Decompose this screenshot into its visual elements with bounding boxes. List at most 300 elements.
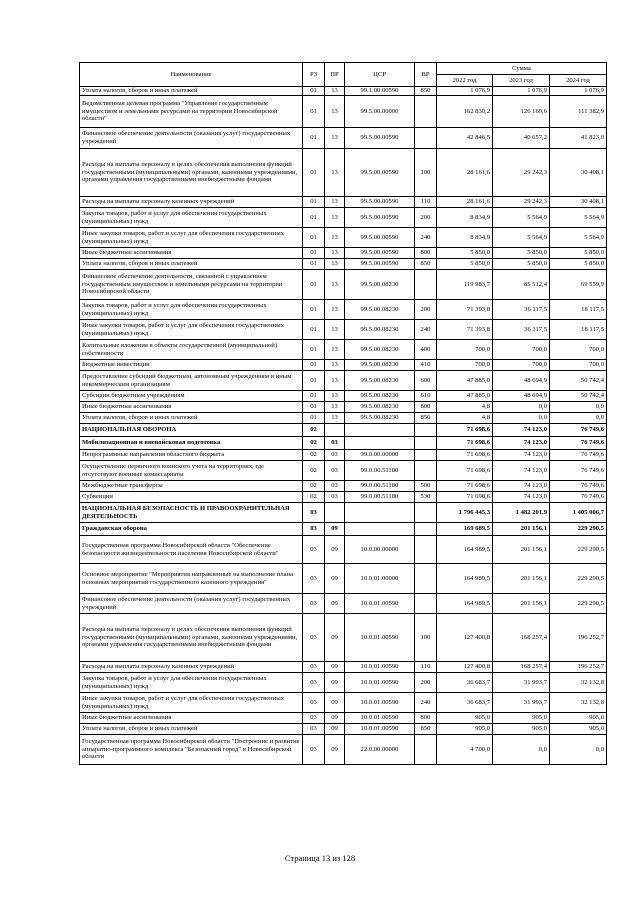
row-value-2023: 74 123,0 [493, 424, 550, 437]
row-pr [325, 503, 345, 523]
table-row [80, 371, 607, 391]
row-csr: 99.5.00.08230 [345, 391, 415, 402]
row-csr: 99.5.00.00590 [345, 228, 415, 248]
row-value-2023: 31 993,7 [493, 693, 550, 713]
row-value-2022: 1 076,9 [437, 87, 493, 96]
row-pr: 03 [325, 481, 345, 492]
row-pr: 13 [325, 413, 345, 424]
row-pr: 13 [325, 300, 345, 320]
row-rz: 02 [303, 437, 325, 450]
table-row [80, 492, 607, 503]
row-value-2023: 48 694,9 [493, 391, 550, 402]
row-value-2022: 8 834,9 [437, 228, 493, 248]
row-vr [415, 450, 437, 461]
row-rz: 01 [303, 371, 325, 391]
row-value-2023: 36 117,5 [493, 300, 550, 320]
row-name: Расходы на выплаты персоналу казенных учреждений [80, 662, 303, 673]
row-rz: 03 [303, 693, 325, 713]
row-vr: 100 [415, 614, 437, 662]
row-csr: 10.0.01.00590 [345, 614, 415, 662]
row-vr: 200 [415, 208, 437, 228]
row-csr: 99.5.00.08230 [345, 320, 415, 340]
row-pr: 13 [325, 259, 345, 270]
row-value-2023: 5 564,9 [493, 228, 550, 248]
table-row [80, 523, 607, 536]
table-row [80, 594, 607, 614]
table-row [80, 149, 607, 197]
row-vr: 530 [415, 492, 437, 503]
row-vr: 800 [415, 402, 437, 413]
row-vr: 240 [415, 693, 437, 713]
row-vr: 400 [415, 340, 437, 360]
row-csr: 99.5.00.00590 [345, 259, 415, 270]
row-rz: 03 [303, 564, 325, 594]
row-csr: 99.5.00.00000 [345, 96, 415, 128]
row-value-2023: 0,0 [493, 402, 550, 413]
row-rz: 01 [303, 248, 325, 259]
row-value-2023: 36 117,5 [493, 320, 550, 340]
table-row [80, 693, 607, 713]
header-vr: ВР [415, 63, 437, 87]
table-row [80, 614, 607, 662]
row-name: Предоставление субсидий бюджетным, автономным учреждениям и иным некоммерческим организациям [80, 371, 303, 391]
row-value-2022: 5 850,0 [437, 259, 493, 270]
row-vr: 110 [415, 662, 437, 673]
row-value-2024: 229 290,5 [550, 536, 607, 564]
row-rz: 03 [303, 735, 325, 765]
row-vr: 240 [415, 320, 437, 340]
row-csr [345, 523, 415, 536]
row-value-2022: 700,0 [437, 360, 493, 371]
row-pr: 09 [325, 614, 345, 662]
row-rz: 02 [303, 450, 325, 461]
row-value-2024: 76 749,6 [550, 461, 607, 481]
row-vr: 610 [415, 391, 437, 402]
row-value-2024: 41 823,0 [550, 128, 607, 149]
row-name: Гражданская оборона [80, 523, 303, 536]
row-pr: 09 [325, 713, 345, 724]
row-value-2023: 74 123,0 [493, 481, 550, 492]
row-name: Иные бюджетные ассигнования [80, 402, 303, 413]
row-value-2024: 18 117,5 [550, 320, 607, 340]
row-value-2022: 119 983,7 [437, 270, 493, 300]
row-value-2023: 700,0 [493, 340, 550, 360]
row-pr: 13 [325, 149, 345, 197]
row-rz: 03 [303, 536, 325, 564]
row-csr: 10.0.01.00590 [345, 724, 415, 735]
row-csr: 99.5.00.08230 [345, 270, 415, 300]
row-pr: 13 [325, 320, 345, 340]
row-value-2024: 700,0 [550, 340, 607, 360]
row-vr: 410 [415, 360, 437, 371]
row-rz: 01 [303, 149, 325, 197]
row-pr: 09 [325, 564, 345, 594]
row-value-2022: 36 683,7 [437, 693, 493, 713]
row-value-2023: 40 657,2 [493, 128, 550, 149]
row-value-2024: 30 408,1 [550, 197, 607, 208]
row-vr: 100 [415, 149, 437, 197]
row-value-2023: 29 242,3 [493, 149, 550, 197]
row-name: Уплата налогов, сборов и иных платежей [80, 724, 303, 735]
row-value-2022: 71 393,8 [437, 300, 493, 320]
header-pr: ПР [325, 63, 345, 87]
header-sum: Сумма [437, 63, 607, 75]
row-value-2023: 0,0 [493, 735, 550, 765]
row-value-2024: 229 290,5 [550, 523, 607, 536]
row-vr [415, 594, 437, 614]
row-value-2023: 700,0 [493, 360, 550, 371]
row-value-2022: 164 989,5 [437, 564, 493, 594]
row-vr [415, 424, 437, 437]
row-rz: 01 [303, 208, 325, 228]
row-csr: 10.0.01.00590 [345, 662, 415, 673]
row-name: Иные закупки товаров, работ и услуг для обеспечения государственных (муниципальных) нужд [80, 320, 303, 340]
row-rz: 03 [303, 673, 325, 693]
row-rz: 01 [303, 340, 325, 360]
row-value-2022: 4,8 [437, 402, 493, 413]
row-value-2022: 71 698,6 [437, 492, 493, 503]
row-value-2022: 71 698,6 [437, 450, 493, 461]
row-pr: 13 [325, 208, 345, 228]
row-value-2023: 74 123,0 [493, 461, 550, 481]
row-value-2022: 71 698,6 [437, 481, 493, 492]
row-csr [345, 424, 415, 437]
row-csr [345, 437, 415, 450]
table-row [80, 320, 607, 340]
row-rz: 01 [303, 259, 325, 270]
table-row [80, 402, 607, 413]
row-pr: 03 [325, 437, 345, 450]
table-row [80, 713, 607, 724]
row-csr [345, 503, 415, 523]
row-value-2024: 18 117,5 [550, 300, 607, 320]
header-rz: РЗ [303, 63, 325, 87]
row-value-2023: 201 156,1 [493, 523, 550, 536]
row-value-2023: 5 564,9 [493, 208, 550, 228]
row-value-2022: 169 689,5 [437, 523, 493, 536]
row-vr: 800 [415, 713, 437, 724]
row-name: Закупка товаров, работ и услуг для обеспечения государственных (муниципальных) нужд [80, 673, 303, 693]
row-pr: 13 [325, 96, 345, 128]
table-row [80, 228, 607, 248]
row-rz: 01 [303, 391, 325, 402]
table-row [80, 450, 607, 461]
table-row [80, 128, 607, 149]
row-value-2024: 0,0 [550, 413, 607, 424]
row-rz: 03 [303, 594, 325, 614]
row-name: Уплата налогов, сборов и иных платежей [80, 413, 303, 424]
row-value-2023: 5 850,0 [493, 248, 550, 259]
row-pr: 09 [325, 724, 345, 735]
row-rz: 01 [303, 402, 325, 413]
row-value-2024: 30 408,1 [550, 149, 607, 197]
row-value-2022: 71 393,8 [437, 320, 493, 340]
row-vr [415, 270, 437, 300]
budget-table [79, 62, 607, 765]
row-pr: 09 [325, 523, 345, 536]
header-year-2024: 2024 год [550, 75, 607, 87]
row-pr: 03 [325, 450, 345, 461]
row-value-2023: 905,0 [493, 724, 550, 735]
row-csr: 10.0.01.00000 [345, 564, 415, 594]
row-rz: 03 [303, 662, 325, 673]
row-value-2023: 85 512,4 [493, 270, 550, 300]
row-pr [325, 424, 345, 437]
row-value-2024: 111 382,9 [550, 96, 607, 128]
row-value-2023: 168 257,4 [493, 614, 550, 662]
header-name: Наименование [80, 63, 303, 87]
table-header-row [80, 63, 607, 75]
row-pr: 13 [325, 248, 345, 259]
row-name: НАЦИОНАЛЬНАЯ ОБОРОНА [80, 424, 303, 437]
row-pr: 13 [325, 128, 345, 149]
row-csr: 99.0.00.51180 [345, 461, 415, 481]
row-vr [415, 523, 437, 536]
row-value-2023: 74 123,0 [493, 437, 550, 450]
row-vr [415, 128, 437, 149]
row-name: Расходы на выплаты персоналу казенных учреждений [80, 197, 303, 208]
table-row [80, 208, 607, 228]
row-csr: 99.5.00.08230 [345, 402, 415, 413]
table-row [80, 564, 607, 594]
row-csr: 10.0.01.00590 [345, 673, 415, 693]
row-value-2024: 196 252,7 [550, 614, 607, 662]
row-value-2022: 164 989,5 [437, 536, 493, 564]
row-pr: 09 [325, 673, 345, 693]
table-row [80, 391, 607, 402]
table-row [80, 724, 607, 735]
row-name: Уплата налогов, сборов и иных платежей [80, 259, 303, 270]
row-value-2024: 5 564,9 [550, 228, 607, 248]
row-value-2023: 905,0 [493, 713, 550, 724]
table-row [80, 662, 607, 673]
row-rz: 03 [303, 614, 325, 662]
row-name: Закупка товаров, работ и услуг для обеспечения государственных (муниципальных) нужд [80, 208, 303, 228]
row-value-2023: 126 169,6 [493, 96, 550, 128]
row-name: Межбюджетные трансферты [80, 481, 303, 492]
row-value-2023: 5 850,0 [493, 259, 550, 270]
row-pr: 09 [325, 536, 345, 564]
row-vr: 600 [415, 371, 437, 391]
row-name: Иные закупки товаров, работ и услуг для обеспечения государственных (муниципальных) нужд [80, 228, 303, 248]
row-value-2022: 164 989,5 [437, 594, 493, 614]
row-value-2022: 8 834,9 [437, 208, 493, 228]
table-row [80, 96, 607, 128]
header-year-2022: 2022 год [437, 75, 493, 87]
row-vr [415, 437, 437, 450]
row-csr: 99.0.00.51180 [345, 492, 415, 503]
row-value-2022: 47 885,0 [437, 391, 493, 402]
row-name: Иные бюджетные ассигнования [80, 713, 303, 724]
table-row [80, 270, 607, 300]
row-value-2023: 168 257,4 [493, 662, 550, 673]
row-pr: 13 [325, 391, 345, 402]
row-pr: 09 [325, 735, 345, 765]
row-rz: 01 [303, 87, 325, 96]
table-row [80, 503, 607, 523]
row-name: Капитальные вложения в объекты государственной (муниципальной) собственности [80, 340, 303, 360]
row-value-2022: 71 698,6 [437, 461, 493, 481]
row-pr: 13 [325, 371, 345, 391]
row-name: Финансовое обеспечение деятельности, связанной с управлением государственным имуществом и земельными ресурсами на территории Новосибирской области [80, 270, 303, 300]
row-vr [415, 503, 437, 523]
row-csr: 99.1.00.00590 [345, 87, 415, 96]
row-csr: 99.5.00.08230 [345, 360, 415, 371]
row-value-2023: 48 694,9 [493, 371, 550, 391]
row-value-2023: 29 242,3 [493, 197, 550, 208]
row-value-2024: 196 252,7 [550, 662, 607, 673]
row-value-2023: 31 993,7 [493, 673, 550, 693]
row-value-2022: 71 698,6 [437, 437, 493, 450]
row-rz: 01 [303, 96, 325, 128]
row-pr: 09 [325, 662, 345, 673]
row-name: Бюджетные инвестиции [80, 360, 303, 371]
row-vr: 800 [415, 248, 437, 259]
row-value-2022: 28 161,6 [437, 149, 493, 197]
row-value-2024: 0,0 [550, 735, 607, 765]
row-value-2023: 0,0 [493, 413, 550, 424]
table-row [80, 300, 607, 320]
row-csr: 99.5.00.00590 [345, 128, 415, 149]
row-value-2022: 127 400,8 [437, 614, 493, 662]
row-value-2022: 700,0 [437, 340, 493, 360]
row-rz: 01 [303, 270, 325, 300]
row-pr: 13 [325, 402, 345, 413]
row-rz: 03 [303, 503, 325, 523]
row-csr: 99.5.00.00590 [345, 248, 415, 259]
row-rz: 02 [303, 492, 325, 503]
row-pr: 03 [325, 492, 345, 503]
row-value-2023: 201 156,1 [493, 536, 550, 564]
row-name: Государственная программа Новосибирской области "Обеспечение безопасности жизнедеятельности населения Новосибирской области" [80, 536, 303, 564]
row-pr: 03 [325, 461, 345, 481]
row-name: Расходы на выплаты персоналу в целях обеспечения выполнения функций государственными (муниципальными) органами, казенными учреждениями, органами управления государственными внебюджетными фондами [80, 149, 303, 197]
row-vr: 240 [415, 228, 437, 248]
row-name: Мобилизационная и вневойсковая подготовка [80, 437, 303, 450]
row-value-2022: 1 796 445,3 [437, 503, 493, 523]
row-value-2024: 76 749,6 [550, 424, 607, 437]
row-pr: 13 [325, 197, 345, 208]
row-value-2024: 76 749,6 [550, 437, 607, 450]
row-value-2023: 74 123,0 [493, 492, 550, 503]
row-csr: 99.5.00.00590 [345, 149, 415, 197]
row-value-2023: 1 076,9 [493, 87, 550, 96]
row-rz: 01 [303, 128, 325, 149]
row-value-2023: 74 123,0 [493, 450, 550, 461]
table-row [80, 87, 607, 96]
row-value-2024: 700,0 [550, 360, 607, 371]
row-name: Осуществление первичного воинского учета на территориях, где отсутствуют военные комиссариаты [80, 461, 303, 481]
row-value-2024: 905,0 [550, 724, 607, 735]
row-csr: 99.5.00.00590 [345, 208, 415, 228]
row-value-2024: 76 749,6 [550, 492, 607, 503]
row-csr: 22.0.00.00000 [345, 735, 415, 765]
row-pr: 13 [325, 360, 345, 371]
row-vr: 110 [415, 197, 437, 208]
row-value-2023: 1 482 201,9 [493, 503, 550, 523]
table-row [80, 424, 607, 437]
row-vr: 200 [415, 300, 437, 320]
row-pr: 13 [325, 228, 345, 248]
row-name: Финансовое обеспечение деятельности (оказания услуг) государственных учреждений [80, 128, 303, 149]
row-rz: 03 [303, 523, 325, 536]
row-csr: 10.0.00.00000 [345, 536, 415, 564]
row-value-2022: 127 400,8 [437, 662, 493, 673]
header-year-2023: 2023 год [493, 75, 550, 87]
table-row [80, 481, 607, 492]
row-value-2024: 50 742,4 [550, 371, 607, 391]
row-vr [415, 564, 437, 594]
row-name: Уплата налогов, сборов и иных платежей [80, 87, 303, 96]
row-name: Закупка товаров, работ и услуг для обеспечения государственных (муниципальных) нужд [80, 300, 303, 320]
row-csr: 10.0.01.00590 [345, 693, 415, 713]
row-value-2024: 76 749,6 [550, 481, 607, 492]
row-value-2024: 229 290,5 [550, 564, 607, 594]
row-pr: 13 [325, 87, 345, 96]
table-row [80, 673, 607, 693]
row-name: Основное мероприятие "Мероприятия направленные на выполнение плана основных мероприятий государственного казенного учреждения" [80, 564, 303, 594]
table-row [80, 197, 607, 208]
row-rz: 01 [303, 320, 325, 340]
row-csr: 99.5.00.08230 [345, 413, 415, 424]
row-rz: 03 [303, 713, 325, 724]
table-row [80, 360, 607, 371]
row-vr: 850 [415, 259, 437, 270]
table-body [80, 87, 607, 765]
row-vr: 500 [415, 481, 437, 492]
row-vr [415, 461, 437, 481]
row-rz: 03 [303, 724, 325, 735]
row-csr: 10.0.01.00590 [345, 713, 415, 724]
table-row [80, 259, 607, 270]
row-value-2024: 5 850,0 [550, 259, 607, 270]
row-rz: 02 [303, 481, 325, 492]
row-value-2024: 0,0 [550, 402, 607, 413]
row-name: Государственная программа Новосибирской области "Построение и развитие аппаратно-программного комплекса "Безопасный город" в Новосибирской области [80, 735, 303, 765]
row-csr: 99.0.00.00000 [345, 450, 415, 461]
row-vr: 850 [415, 87, 437, 96]
row-value-2022: 28 161,6 [437, 197, 493, 208]
row-name: Финансовое обеспечение деятельности (оказания услуг) государственных учреждений [80, 594, 303, 614]
row-value-2022: 42 846,5 [437, 128, 493, 149]
table-row [80, 248, 607, 259]
row-pr: 09 [325, 693, 345, 713]
row-value-2024: 229 290,5 [550, 594, 607, 614]
row-rz: 02 [303, 461, 325, 481]
row-value-2022: 162 830,2 [437, 96, 493, 128]
row-rz: 01 [303, 360, 325, 371]
row-value-2022: 71 698,6 [437, 424, 493, 437]
row-value-2024: 905,0 [550, 713, 607, 724]
table-row [80, 536, 607, 564]
table-row [80, 413, 607, 424]
row-vr [415, 735, 437, 765]
row-name: НАЦИОНАЛЬНАЯ БЕЗОПАСНОСТЬ И ПРАВООХРАНИТЕЛЬНАЯ ДЕЯТЕЛЬНОСТЬ [80, 503, 303, 523]
row-name: Непрограммные направления областного бюджета [80, 450, 303, 461]
row-name: Субсидии бюджетным учреждениям [80, 391, 303, 402]
table-row [80, 437, 607, 450]
row-vr [415, 536, 437, 564]
row-rz: 01 [303, 197, 325, 208]
row-vr: 850 [415, 724, 437, 735]
row-name: Иные бюджетные ассигнования [80, 248, 303, 259]
row-name: Ведомственная целевая программа "Управление государственным имуществом и земельными ресурсами на территории Новосибирской области" [80, 96, 303, 128]
row-csr: 99.5.00.00590 [345, 197, 415, 208]
row-csr: 99.5.00.08230 [345, 371, 415, 391]
row-value-2022: 47 885,0 [437, 371, 493, 391]
table-row [80, 461, 607, 481]
row-vr [415, 96, 437, 128]
